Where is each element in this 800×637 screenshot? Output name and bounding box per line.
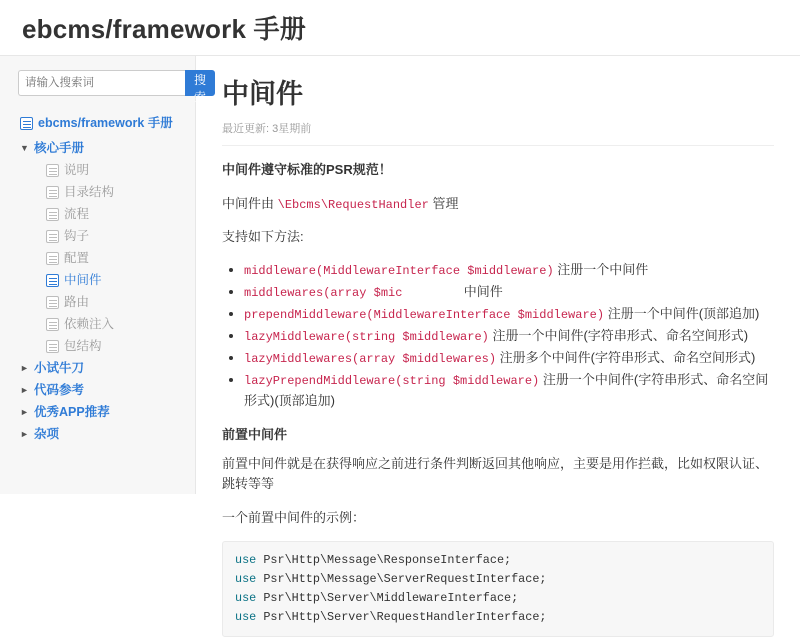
method-desc: 注册一个中间件 [557,262,649,278]
chevron-right-icon: ► [20,363,29,373]
method-signature: middlewares(array $mic [244,286,403,301]
method-desc: 中间件 [463,284,503,300]
managed-by-paragraph [222,194,774,215]
method-signature: lazyMiddleware(string $middleware) [244,330,489,345]
article-title: 中间件 [222,79,303,109]
code-line [235,608,761,627]
sidebar-item-label: ebcms/framework 手册 [38,116,173,130]
search-input[interactable] [18,70,185,96]
sidebar-item-hooks[interactable] [0,225,195,247]
sidebar-item-config[interactable] [0,247,195,269]
document-icon [20,117,33,130]
document-content [196,56,800,624]
code-keyword: use [235,552,257,567]
sidebar-group-code-reference[interactable] [0,379,195,401]
code-block [222,541,774,637]
sidebar-item-flow[interactable] [0,203,195,225]
list-item [244,348,774,369]
code-keyword: use [235,609,257,624]
sidebar-item-shuoming[interactable] [0,159,195,181]
method-desc: 注册多个中间件(字符串形式、命名空间形式) [499,350,756,366]
chevron-right-icon: ► [20,385,29,395]
code-line [235,551,761,570]
sidebar-group-label: 优秀APP推荐 [34,405,110,419]
page-title: ebcms/framework 手册 [22,14,306,44]
code-text: Psr\Http\Server\MiddlewareInterface; [256,590,519,605]
method-signature: lazyPrependMiddleware(string $middleware) [244,374,540,389]
sidebar-item-label: 配置 [64,251,90,265]
search-button[interactable]: 搜索 [185,70,215,96]
document-icon [46,208,59,221]
sidebar-nav [0,112,195,445]
code-text: Psr\Http\Message\ResponseInterface; [256,552,512,567]
sidebar-item-middleware[interactable] [0,269,195,291]
sidebar [0,56,207,494]
list-item [244,260,774,281]
method-signature: middleware(MiddlewareInterface $middleware) [244,264,554,279]
sidebar-item-label: 钩子 [64,229,90,243]
sidebar-item-router[interactable] [0,291,195,313]
method-signature: lazyMiddlewares(array $middlewares) [244,352,497,367]
list-item [244,304,774,325]
code-text: Psr\Http\Server\RequestHandlerInterface; [256,609,547,624]
sidebar-group-label: 杂项 [34,427,60,441]
sidebar-item-label: 包结构 [64,339,102,353]
sidebar-group-core[interactable] [0,137,195,159]
document-icon [46,318,59,331]
code-line [235,589,761,608]
list-item [244,282,774,303]
managed-by-prefix: 中间件由 [222,195,278,211]
search-row [0,70,207,104]
document-icon [46,186,59,199]
sidebar-group-label: 核心手册 [34,141,85,155]
section-heading-front-middleware: 前置中间件 [222,427,288,443]
body-wrapper [0,56,800,624]
sidebar-item-label: 说明 [64,163,90,177]
sidebar-item-directory-structure[interactable] [0,181,195,203]
sidebar-item-label: 中间件 [64,273,102,287]
sidebar-group-recommended-apps[interactable] [0,401,195,423]
sidebar-group-misc[interactable] [0,423,195,445]
document-icon [46,164,59,177]
sidebar-item-label: 目录结构 [64,185,115,199]
page-header [0,0,800,56]
code-keyword: use [235,590,257,605]
method-list [222,260,774,411]
support-label: 支持如下方法: [222,229,304,245]
sidebar-item-label: 依赖注入 [64,317,115,331]
code-line [235,570,761,589]
sidebar-item-label: 路由 [64,295,90,309]
document-icon [46,296,59,309]
request-handler-code: \Ebcms\RequestHandler [277,197,429,212]
front-middleware-paragraph: 前置中间件就是在获得响应之前进行条件判断返回其他响应，主要是用作拦截，比如权限认证、跳转等等 [222,456,769,492]
document-icon [46,252,59,265]
code-keyword: use [235,571,257,586]
last-updated: 最近更新: 3星期前 [222,120,774,146]
sidebar-item-label: 流程 [64,207,90,221]
chevron-down-icon: ▼ [20,143,29,153]
sidebar-group-label: 小试牛刀 [34,361,85,375]
method-desc: 注册一个中间件(字符串形式、命名空间形式)(顶部追加) [244,372,769,409]
list-item [244,326,774,347]
document-icon [46,274,59,287]
sidebar-group-tryout[interactable] [0,357,195,379]
intro-paragraph: 中间件遵守标准的PSR规范！ [222,162,392,178]
method-desc: 注册一个中间件(字符串形式、命名空间形式) [492,328,749,344]
example-label: 一个前置中间件的示例： [222,509,366,525]
code-text: Psr\Http\Message\ServerRequestInterface; [256,571,547,586]
sidebar-item-root[interactable] [0,112,195,134]
document-icon [46,340,59,353]
chevron-right-icon: ► [20,407,29,417]
method-desc: 注册一个中间件(顶部追加) [607,306,760,322]
managed-by-suffix: 管理 [428,195,459,211]
sidebar-item-package-structure[interactable] [0,335,195,357]
chevron-right-icon: ► [20,429,29,439]
sidebar-item-dependency-injection[interactable] [0,313,195,335]
list-item [244,370,774,411]
sidebar-group-label: 代码参考 [34,383,85,397]
document-icon [46,230,59,243]
method-signature: prependMiddleware(MiddlewareInterface $middleware) [244,308,605,323]
